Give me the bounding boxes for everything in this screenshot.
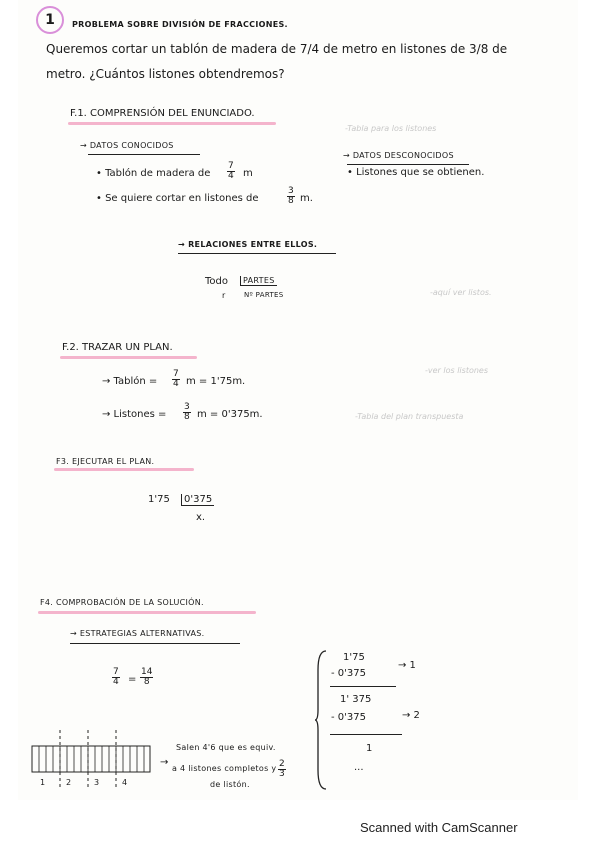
ghost-text: -aquí ver listos. [430, 288, 492, 297]
sub1-arrow: → 1 [398, 660, 416, 671]
salen-line2: a 4 listones completos y [172, 764, 277, 773]
brace [315, 650, 327, 790]
numerator: 7 [113, 667, 119, 677]
remainder-label: r [222, 291, 226, 300]
equals-sign: = [128, 674, 137, 685]
fraction-7-4 [112, 668, 120, 687]
ghost-text: -ver los listones [425, 366, 489, 375]
statement-line1: Queremos cortar un tablón de madera de 7/4 de metro en listones de 3/8 de [46, 42, 508, 56]
numerator: 7 [173, 369, 179, 379]
problem-title: PROBLEMA SOBRE DIVISIÓN DE FRACCIONES. [72, 20, 288, 29]
underline [178, 253, 336, 254]
ruler-label: 3 [94, 778, 100, 787]
n-partes-label: Nº PARTES [244, 291, 284, 299]
ghost-text: -Tabla para los listones [345, 124, 437, 133]
dividend: 1'75 [148, 494, 170, 505]
sub2-a: 1' 375 [340, 694, 372, 705]
highlight [54, 468, 194, 471]
fraction-14-8 [140, 668, 153, 687]
problem-number: 1 [45, 12, 55, 28]
sub2-arrow: → 2 [402, 710, 420, 721]
datos-conocidos: → DATOS CONOCIDOS [80, 141, 174, 150]
dots: ... [354, 762, 364, 773]
numerator: 3 [288, 186, 294, 196]
datos-desconocidos: → DATOS DESCONOCIDOS [343, 151, 454, 160]
ruler-label: 4 [122, 778, 128, 787]
denominator: 4 [113, 677, 119, 687]
f1-heading: F.1. COMPRENSIÓN DEL ENUNCIADO. [70, 108, 255, 119]
numerator: 7 [228, 161, 234, 171]
partes-label: PARTES [240, 276, 277, 286]
underline [70, 643, 240, 644]
notebook-page [18, 0, 578, 800]
desconocido-1: • Listones que se obtienen. [347, 167, 485, 178]
problem-number-circle [36, 6, 64, 34]
highlight [38, 611, 256, 614]
todo-label: Todo [205, 276, 228, 287]
fraction-3-8 [183, 403, 191, 422]
f4-heading: F4. COMPROBACIÓN DE LA SOLUCIÓN. [40, 598, 204, 607]
fraction-7-4 [227, 162, 235, 181]
dato1-unit: m [243, 168, 253, 179]
tablon-label: → Tablón = [102, 376, 158, 387]
relaciones: → RELACIONES ENTRE ELLOS. [178, 240, 318, 249]
listones-label: → Listones = [102, 409, 167, 420]
listones-result: m = 0'375m. [197, 409, 263, 420]
numerator: 14 [141, 667, 153, 677]
sum-line [330, 686, 396, 687]
denominator: 4 [173, 379, 179, 389]
salen-line1: Salen 4'6 que es equiv. [176, 743, 276, 752]
numerator: 2 [279, 759, 285, 769]
f3-heading: F3. EJECUTAR EL PLAN. [56, 457, 155, 466]
ruler-label: 1 [40, 778, 46, 787]
ruler-label: 2 [66, 778, 72, 787]
sub1-a: 1'75 [343, 652, 365, 663]
footer-watermark: Scanned with CamScanner [360, 820, 518, 835]
underline [347, 164, 469, 165]
fraction-7-4 [172, 370, 180, 389]
sub1-b: - 0'375 [331, 668, 366, 679]
denominator: 4 [228, 171, 234, 181]
dato2-text: • Se quiere cortar en listones de [96, 193, 259, 204]
f2-heading: F.2. TRAZAR UN PLAN. [62, 342, 173, 353]
strategies: → ESTRATEGIAS ALTERNATIVAS. [70, 629, 205, 638]
statement-line2: metro. ¿Cuántos listones obtendremos? [46, 67, 285, 81]
tablon-result: m = 1'75m. [186, 376, 246, 387]
sub3: 1 [366, 743, 373, 754]
dato1-text: • Tablón de madera de [96, 168, 211, 179]
denominator: 3 [279, 769, 285, 779]
divisor: 0'375 [181, 494, 214, 506]
highlight [60, 356, 197, 359]
fraction-2-3 [278, 760, 286, 779]
underline [88, 154, 200, 155]
fraction-3-8 [287, 187, 295, 206]
denominator: 8 [143, 677, 150, 687]
denominator: 8 [288, 196, 294, 206]
ghost-text: -Tabla del plan transpuesta [355, 412, 464, 421]
dato2-unit: m. [300, 193, 313, 204]
quotient: x. [196, 512, 206, 523]
salen-line3: de listón. [210, 780, 250, 789]
numerator: 3 [184, 402, 190, 412]
denominator: 8 [184, 412, 190, 422]
sum-line [330, 734, 402, 735]
arrow-right: → [160, 757, 169, 768]
highlight [68, 122, 276, 125]
sub2-b: - 0'375 [331, 712, 366, 723]
